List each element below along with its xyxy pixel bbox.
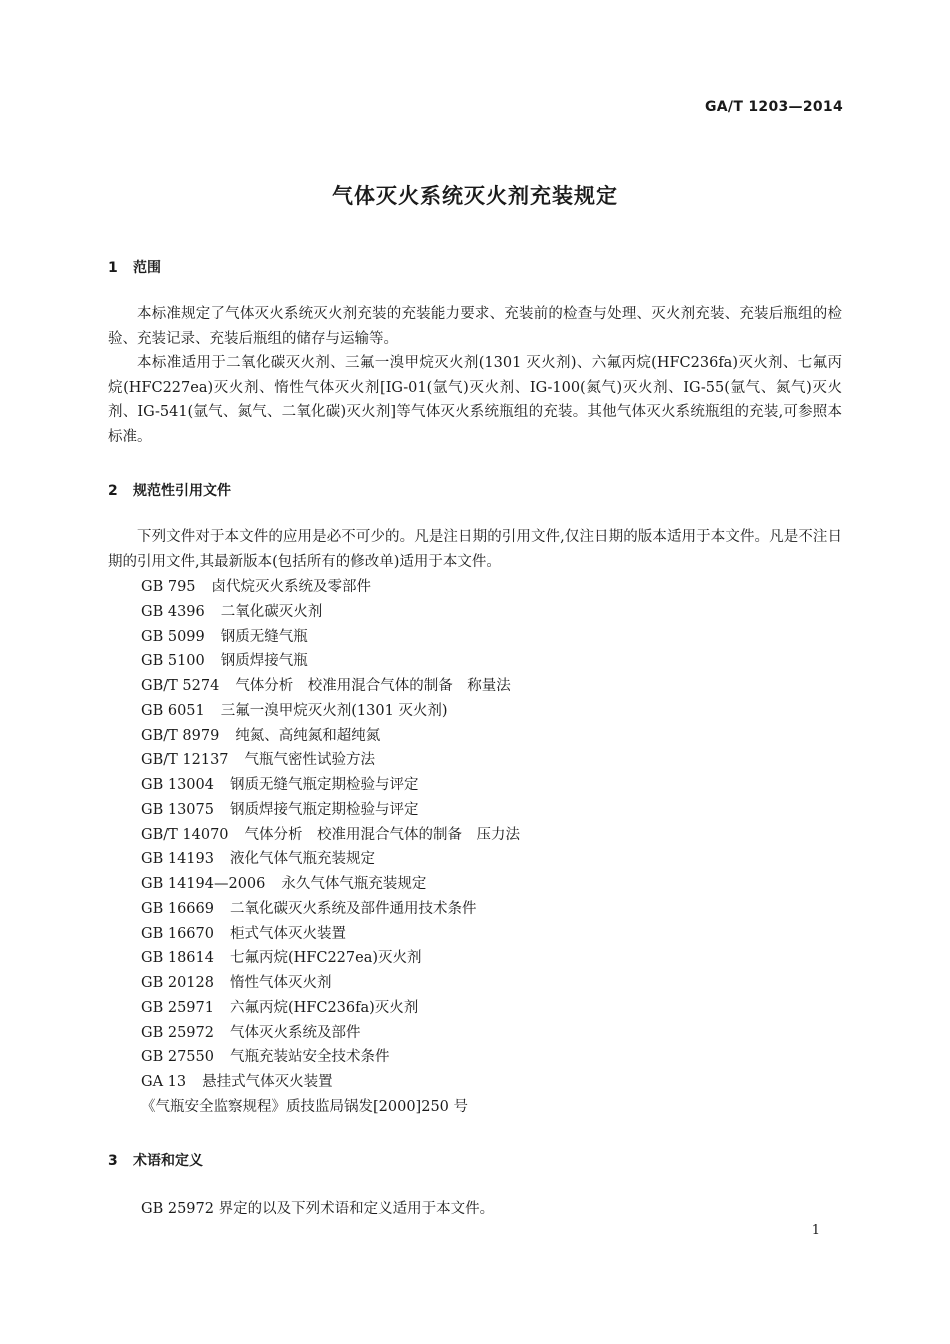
reference-code: GB 27550: [141, 1049, 214, 1066]
document-title: 气体灭火系统灭火剂充装规定: [332, 184, 618, 208]
reference-title: 钢质焊接气瓶定期检验与评定: [229, 801, 419, 818]
reference-code: GB 13004: [141, 777, 214, 793]
reference-item: [141, 971, 520, 996]
section-number: 3: [108, 1153, 118, 1169]
reference-item: [141, 798, 520, 823]
reference-code: GB 20128: [141, 975, 214, 991]
reference-code: GB 5099: [141, 628, 205, 645]
reference-title: 气体灭火系统及部件: [229, 1024, 361, 1041]
reference-item: [141, 773, 520, 798]
reference-title: 气体分析 校准用混合气体的制备 压力法: [244, 826, 521, 843]
reference-item: [141, 699, 520, 724]
reference-code: GA 13: [141, 1074, 187, 1090]
section-number: 1: [108, 260, 118, 276]
reference-code: GB 25971: [141, 999, 214, 1016]
reference-title: 悬挂式气体灭火装置: [202, 1074, 333, 1090]
reference-item: [141, 625, 520, 650]
reference-title: 永久气体气瓶充装规定: [281, 876, 427, 892]
reference-code: GB 16670: [141, 925, 214, 942]
reference-item: [141, 600, 520, 625]
reference-item: [141, 847, 520, 872]
reference-item: [141, 946, 520, 971]
reference-title: 液化气体气瓶充装规定: [229, 851, 375, 868]
reference-item: [141, 674, 520, 699]
section-heading-scope: [108, 257, 161, 277]
reference-code: GB 4396: [141, 603, 205, 620]
reference-item: [141, 1070, 520, 1095]
reference-regulation: 《气瓶安全监察规程》质技监局锅发[2000]250 号: [141, 1098, 468, 1115]
reference-title: 七氟丙烷(HFC227ea)灭火剂: [229, 950, 422, 967]
reference-code: GB/T 12137: [141, 752, 229, 769]
reference-item: [141, 872, 520, 897]
reference-item: [141, 1021, 520, 1046]
reference-code: GB 13075: [141, 801, 214, 818]
reference-title: 二氧化碳灭火剂: [220, 603, 323, 620]
reference-item: [141, 823, 520, 848]
reference-item: [141, 1045, 520, 1070]
reference-code: GB/T 8979: [141, 727, 220, 744]
scope-paragraph-2: 本标准适用于二氧化碳灭火剂、三氟一溴甲烷灭火剂(1301 灭火剂)、六氟丙烷(HFC236fa)灭火剂、七氟丙烷(HFC227ea)灭火剂、惰性气体灭火剂[IG-01(氩气)灭火剂、IG-100(氮气)灭火剂、IG-55(氩气、氮气)灭火剂、IG-541(氩气、氮气、二氧化碳)灭火剂]等气体灭火系统瓶组的充装。其他气体灭火系统瓶组的充装,可参照本标准。: [108, 355, 842, 446]
reference-code: GB/T 5274: [141, 678, 220, 694]
reference-title: 钢质焊接气瓶: [220, 653, 308, 670]
reference-item: [141, 649, 520, 674]
reference-item: [141, 897, 520, 922]
scope-paragraph-1: 本标准规定了气体灭火系统灭火剂充装的充装能力要求、充装前的检查与处理、灭火剂充装、充装后瓶组的检验、充装记录、充装后瓶组的储存与运输等。: [108, 306, 842, 347]
reference-title: 气瓶气密性试验方法: [244, 752, 376, 769]
reference-item: [141, 922, 520, 947]
reference-item: [141, 575, 520, 600]
reference-title: 二氧化碳灭火系统及部件通用技术条件: [229, 900, 477, 917]
reference-title: 钢质无缝气瓶定期检验与评定: [229, 777, 419, 793]
reference-title: 气瓶充装站安全技术条件: [229, 1049, 390, 1066]
reference-title: 柜式气体灭火装置: [229, 925, 346, 942]
page-number: 1: [811, 1223, 820, 1238]
reference-title: 卤代烷灭火系统及零部件: [211, 579, 372, 595]
reference-item: [141, 748, 520, 773]
reference-title: 钢质无缝气瓶: [220, 628, 308, 645]
section-title: 范围: [133, 260, 161, 276]
section-title: 术语和定义: [133, 1153, 203, 1169]
reference-code: GB 16669: [141, 900, 214, 917]
terms-intro: GB 25972 界定的以及下列术语和定义适用于本文件。: [141, 1201, 495, 1217]
reference-item: [141, 724, 520, 749]
reference-title: 气体分析 校准用混合气体的制备 称量法: [235, 678, 511, 694]
reference-item: [141, 996, 520, 1021]
section-title: 规范性引用文件: [133, 483, 231, 499]
reference-list: [141, 575, 520, 1120]
reference-title: 惰性气体灭火剂: [229, 975, 332, 991]
reference-code: GB 795: [141, 579, 196, 595]
reference-code: GB/T 14070: [141, 826, 229, 843]
reference-code: GB 6051: [141, 702, 205, 719]
section-heading-terms: [108, 1150, 203, 1170]
section-number: 2: [108, 483, 118, 499]
reference-title: 纯氮、高纯氮和超纯氮: [235, 727, 381, 744]
reference-code: GB 25972: [141, 1024, 214, 1041]
standard-code: GA/T 1203—2014: [705, 99, 843, 115]
section-heading-normative-references: [108, 480, 231, 500]
reference-code: GB 14194—2006: [141, 876, 266, 892]
references-intro: 下列文件对于本文件的应用是必不可少的。凡是注日期的引用文件,仅注日期的版本适用于本文件。凡是不注日期的引用文件,其最新版本(包括所有的修改单)适用于本文件。: [108, 529, 842, 570]
reference-code: GB 18614: [141, 950, 214, 967]
reference-title: 六氟丙烷(HFC236fa)灭火剂: [229, 999, 419, 1016]
reference-code: GB 14193: [141, 851, 214, 868]
reference-title: 三氟一溴甲烷灭火剂(1301 灭火剂): [220, 702, 448, 719]
reference-code: GB 5100: [141, 653, 205, 670]
